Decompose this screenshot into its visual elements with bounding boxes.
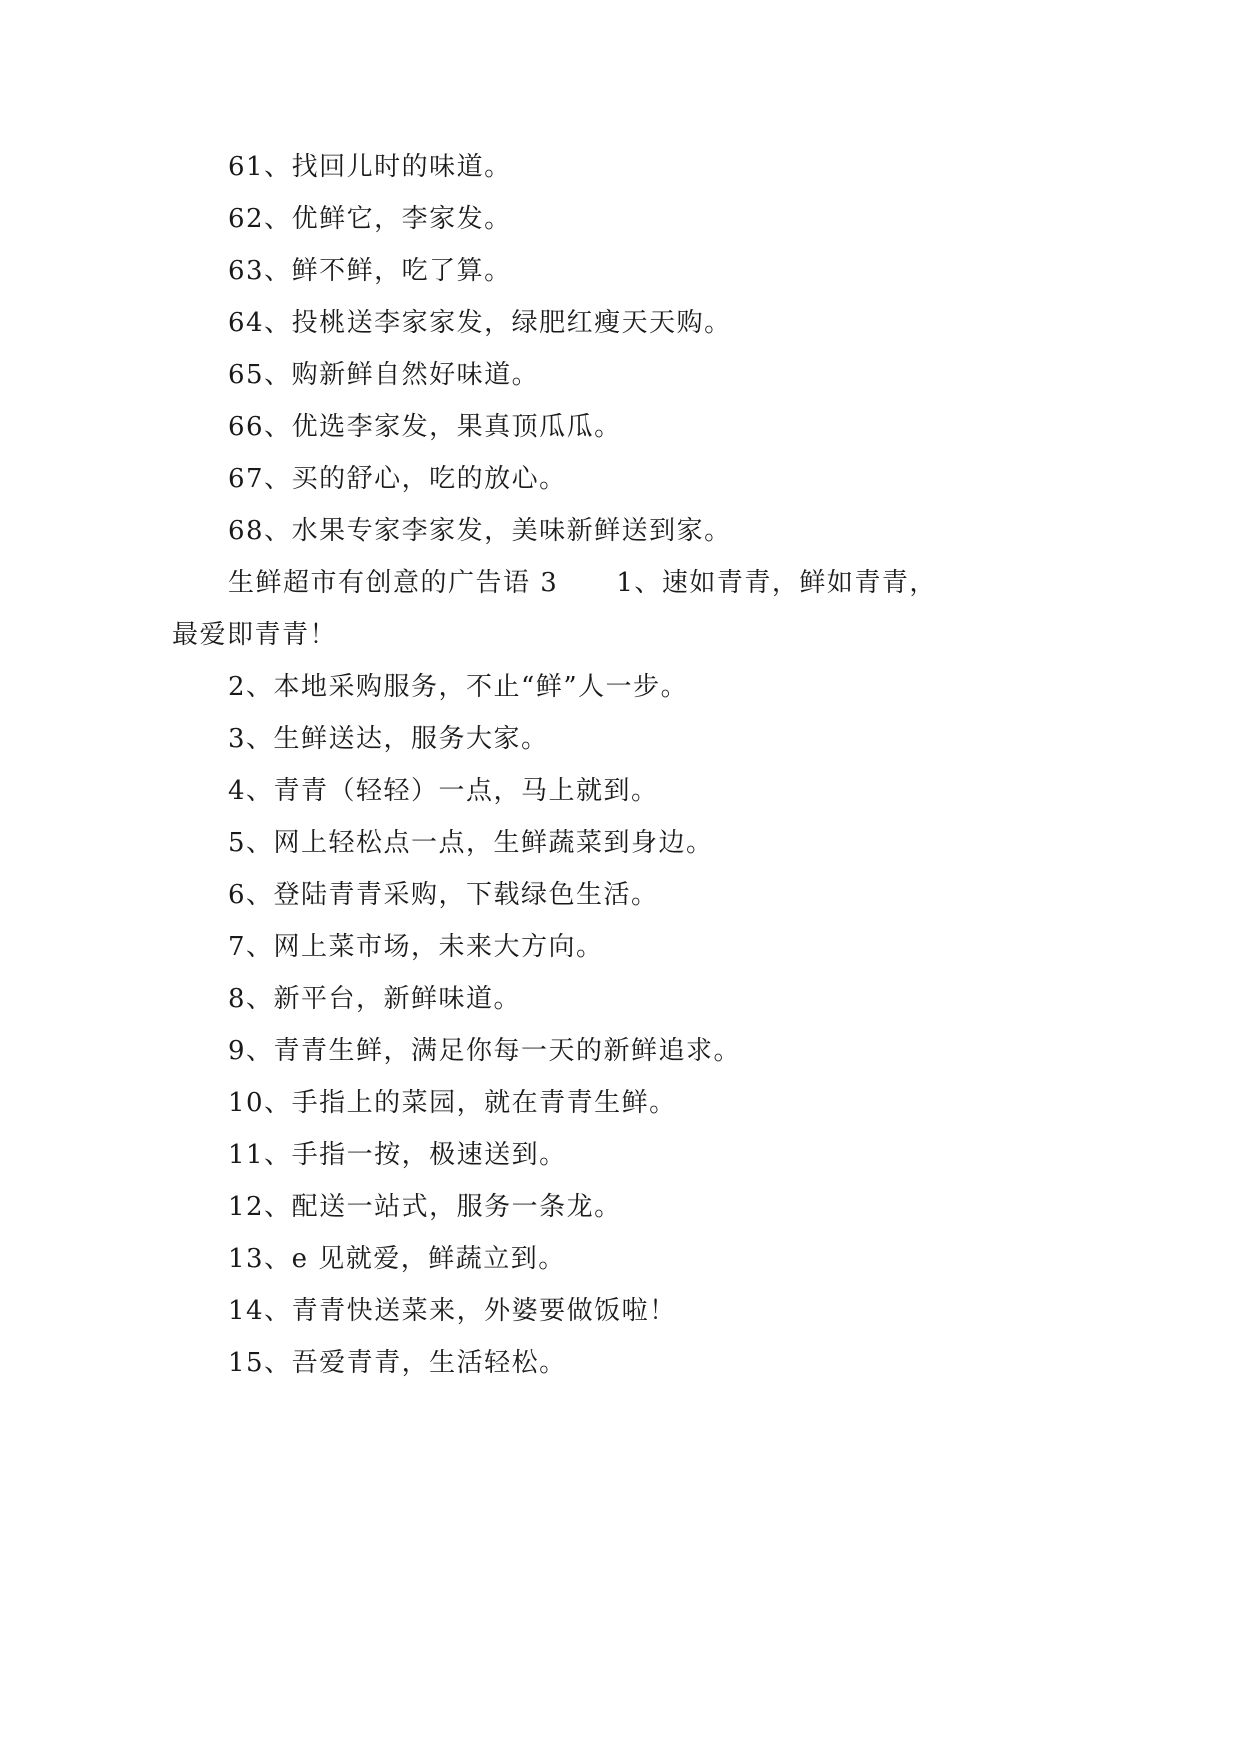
list-item: 14、青青快送菜来，外婆要做饭啦！ [228,1296,677,1326]
list-item: 68、水果专家李家发，美味新鲜送到家。 [228,516,732,546]
document-body [172,141,992,1389]
list-item: 3、生鲜送达，服务大家。 [228,724,549,754]
list-item-first-line: 1、速如青青，鲜如青青， [616,568,937,598]
list-item: 12、配送一站式，服务一条龙。 [228,1192,622,1222]
list-item: 62、优鲜它，李家发。 [228,204,512,234]
list-item: 65、购新鲜自然好味道。 [228,360,540,390]
list-item: 7、网上菜市场，未来大方向。 [228,932,604,962]
list-item: 13、e 见就爱，鲜蔬立到。 [228,1244,566,1274]
list-item: 15、吾爱青青，生活轻松。 [228,1348,567,1378]
list-item: 67、买的舒心，吃的放心。 [228,464,567,494]
list-item-continuation: 最爱即青青！ [172,620,338,650]
list-item: 4、青青（轻轻）一点，马上就到。 [228,776,659,806]
list-item: 61、找回儿时的味道。 [228,152,512,182]
list-item: 5、网上轻松点一点，生鲜蔬菜到身边。 [228,828,714,858]
list-item: 66、优选李家发，果真顶瓜瓜。 [228,412,622,442]
list-item: 9、青青生鲜，满足你每一天的新鲜追求。 [228,1036,742,1066]
list-item: 10、手指上的菜园，就在青青生鲜。 [228,1088,677,1118]
section-heading: 生鲜超市有创意的广告语 3 [228,568,559,598]
section-heading-line [172,557,992,609]
list-item: 8、新平台，新鲜味道。 [228,984,522,1014]
list-item: 11、手指一按，极速送到。 [228,1140,567,1170]
list-item: 64、投桃送李家家发，绿肥红瘦天天购。 [228,308,732,338]
list-item: 2、本地采购服务，不止“鲜”人一步。 [228,672,689,702]
list-item: 6、登陆青青采购，下载绿色生活。 [228,880,659,910]
list-item: 63、鲜不鲜，吃了算。 [228,256,512,286]
